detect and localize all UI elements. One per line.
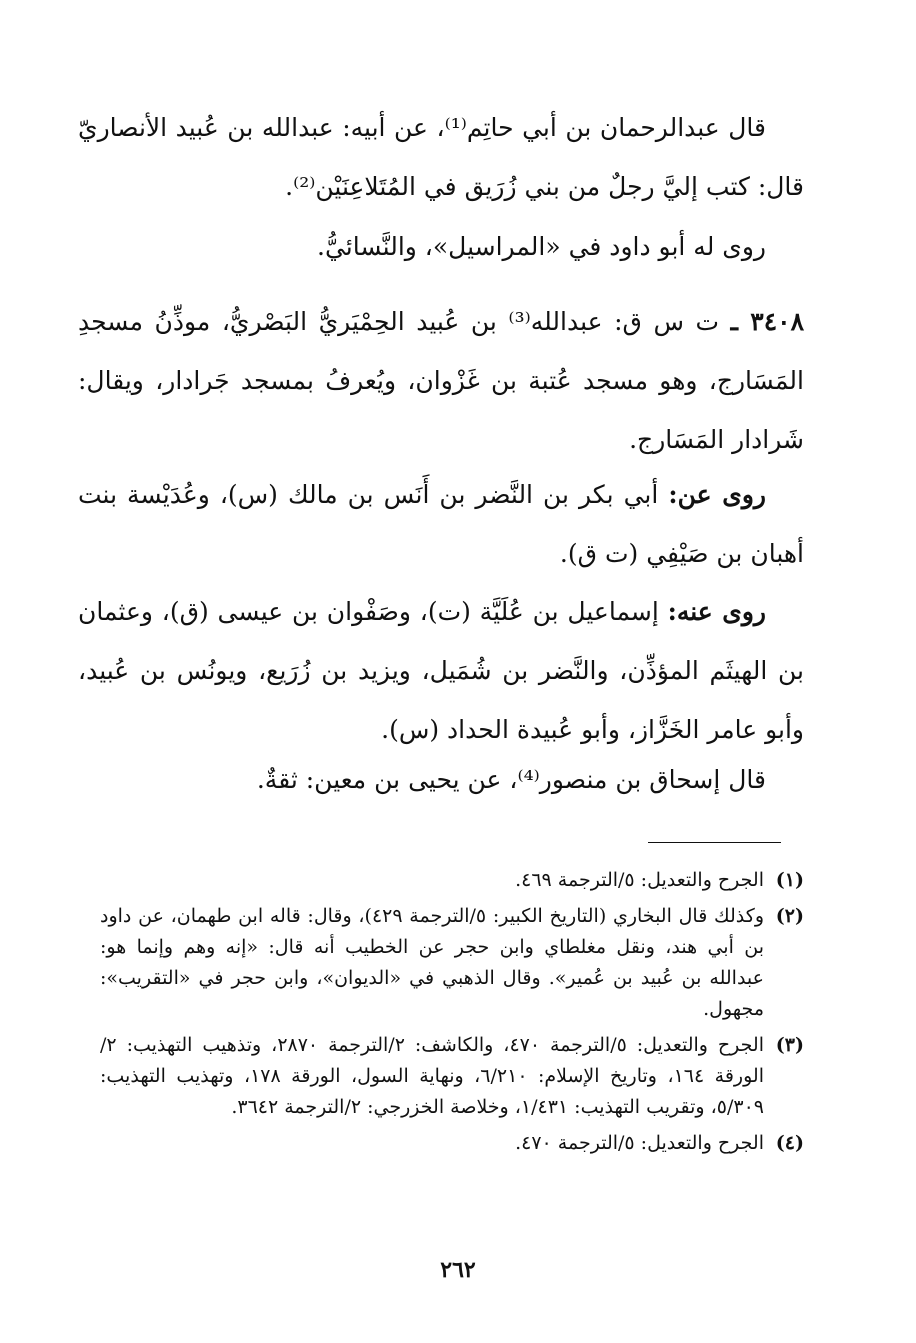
footnote-1 xyxy=(100,865,804,896)
paragraph-lead: روى عن: xyxy=(668,480,766,509)
entry-text: ت س ق: عبدالله⁽³⁾ بن عُبيد الحِمْيَريُّ البَصْريُّ، موذِّنُ مسجدِ المَسَارج، وهو مسجد عُتبة بن غَزْوان، ويُعرفُ بمسجد جَرادار، ويقال: شَرادار المَسَارج. xyxy=(78,307,804,454)
entry-number: ٣٤٠٨ ـ xyxy=(730,307,805,336)
paragraph-narrated-from xyxy=(78,465,804,583)
footnote-text: الجرح والتعديل: ٥/الترجمة ٤٧٠، والكاشف: ٢/الترجمة ٢٨٧٠، وتذهيب التهذيب: ٢/الورقة ١٦٤، وتاريخ الإسلام: ٦/٢١٠، ونهاية السول، الورقة ١٧٨، وتهذيب التهذيب: ٥/٣٠٩، وتقريب التهذيب: ١/٤٣١، وخلاصة الخزرجي: ٢/الترجمة ٣٦٤٢. xyxy=(100,1034,764,1118)
paragraph-lead: روى عنه: xyxy=(667,597,766,626)
paragraph-ishaq-quote xyxy=(78,750,804,809)
paragraph-text: أبي بكر بن النَّضر بن أَنَس بن مالك (س)، وعُدَيْسة بنت أهبان بن صَيْفِي (ت ق). xyxy=(78,480,804,568)
paragraph-text: قال عبدالرحمان بن أبي حاتِم⁽¹⁾، عن أبيه: عبدالله بن عُبيد الأنصاريّ قال: كتب إليَّ رجلٌ من بني زُرَيق في المُتَلاعِنَيْن⁽²⁾. xyxy=(78,113,804,201)
footnote-number: (٣) xyxy=(775,1034,804,1056)
footnote-text: الجرح والتعديل: ٥/الترجمة ٤٧٠. xyxy=(515,1132,764,1154)
paragraph-narrators xyxy=(78,217,804,276)
paragraph-text: إسماعيل بن عُلَيَّة (ت)، وصَفْوان بن عيسى (ق)، وعثمان بن الهيثَم المؤذِّن، والنَّضر بن شُمَيل، ويزيد بن زُرَيع، ويونُس بن عُبيد، وأبو عامر الخَزَّاز، وأبو عُبيدة الحداد (س). xyxy=(78,597,804,744)
paragraph-narrated-by xyxy=(78,582,804,759)
footnote-4 xyxy=(100,1128,804,1159)
footnote-number: (٤) xyxy=(775,1132,804,1154)
footnote-text: وكذلك قال البخاري (التاريخ الكبير: ٥/الترجمة ٤٢٩)، وقال: قاله ابن طهمان، عن داود بن أبي هند، ونقل مغلطاي وابن حجر عن الخطيب أنه قال: «إنه وهم وإنما هو: عبدالله بن عُبيد بن عُمير». وقال الذهبي في «الديوان»، وابن حجر في «التقريب»: مجهول. xyxy=(100,905,764,1020)
footnotes xyxy=(100,865,804,1164)
footnote-number: (٢) xyxy=(775,905,804,927)
page-number: ٢٦٢ xyxy=(440,1257,476,1283)
footnote-2 xyxy=(100,901,804,1025)
footnote-separator xyxy=(648,842,781,843)
footnote-number: (١) xyxy=(775,869,804,891)
entry-3408 xyxy=(78,292,804,469)
paragraph-text: قال إسحاق بن منصور⁽⁴⁾، عن يحيى بن معين: ثقةٌ. xyxy=(256,765,766,794)
footnote-3 xyxy=(100,1030,804,1123)
footnote-text: الجرح والتعديل: ٥/الترجمة ٤٦٩. xyxy=(515,869,764,891)
paragraph-abdulrahman-quote xyxy=(78,98,804,216)
paragraph-text: روى له أبو داود في «المراسيل»، والنَّسائيُّ. xyxy=(317,232,766,261)
